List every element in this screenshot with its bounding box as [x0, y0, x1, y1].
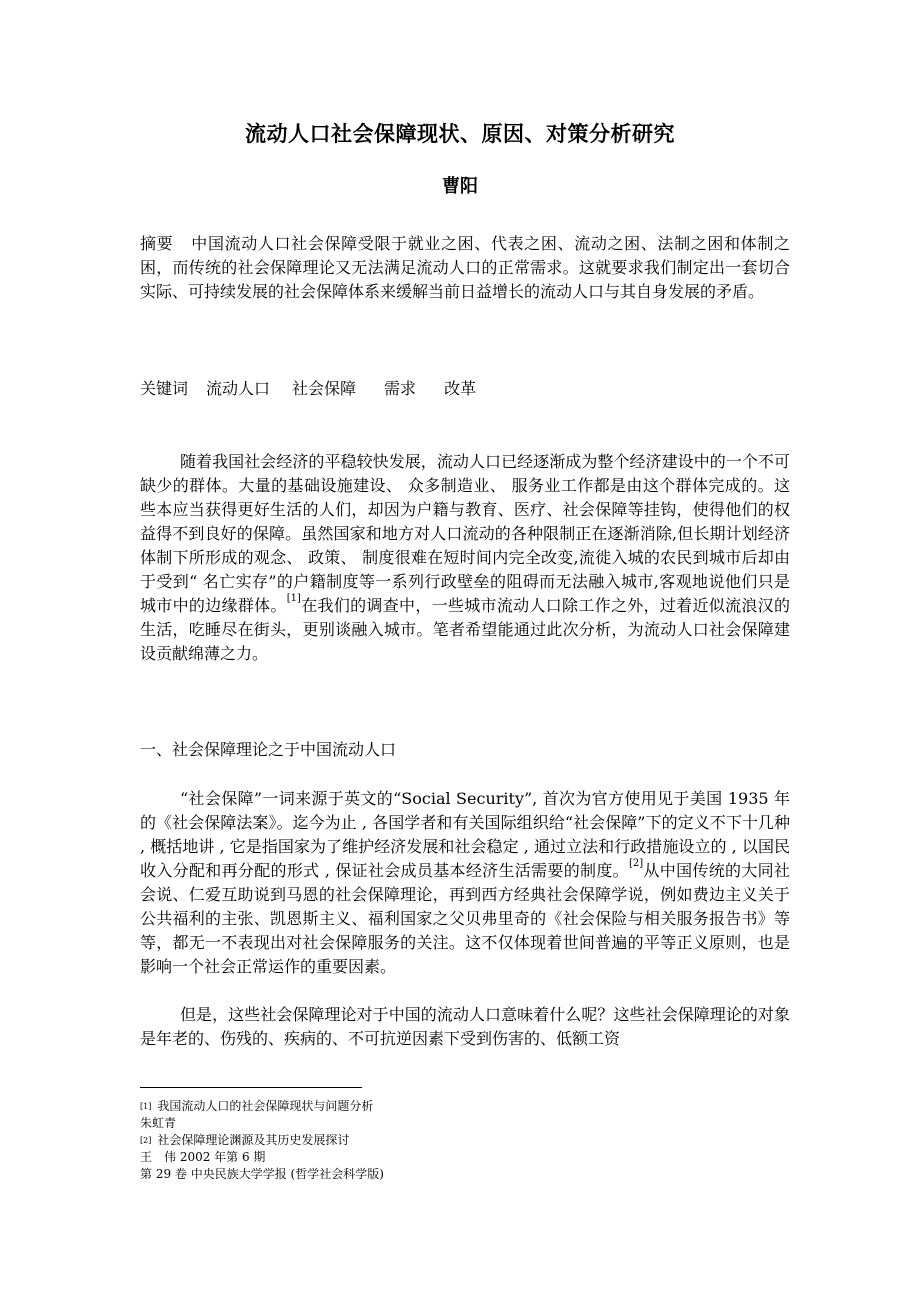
footnote-2-title-line: [140, 1132, 790, 1149]
footnote-1-author: 朱虹青: [140, 1116, 177, 1130]
section1-text-part1: “社会保障”一词来源于英文的“Social Security”, 首次为官方使用见于美国 1935 年的《社会保障法案》。迄今为止 , 各国学者和有关国际组织给“社会保障”下的定义不下十几种 , 概括地讲 , 它是指国家为了维护经济发展和社会稳定 , 通过立法和行政措施设立的 , 以国民收入分配和再分配的形式 , 保证社会成员基本经济生活需要的制度。: [140, 789, 790, 880]
footnote-1-mark: [1]: [140, 1102, 152, 1111]
intro-text-part2: 在我们的调查中，一些城市流动人口除工作之外，过着近似流浪汉的生活，吃睡尽在街头，更别谈融入城市。笔者希望能通过此次分析，为流动人口社会保障建设贡献绵薄之力。: [140, 596, 790, 663]
footnote-1-title-line: [140, 1098, 790, 1115]
intro-text-part1: 随着我国社会经济的平稳较快发展，流动人口已经逐渐成为整个经济建设中的一个不可缺少的群体。大量的基础设施建设、 众多制造业、 服务业工作都是由这个群体完成的。这些本应当获得更好生活的人们，却因为户籍与教育、医疗、社会保障等挂钩，使得他们的权益得不到良好的保障。虽然国家和地方对人口流动的各种限制正在逐渐消除,但长期计划经济体制下所形成的观念、 政策、 制度很难在短时间内完全改变,流徙入城的农民到城市后却由于受到“ 名亡实存”的户籍制度等一系列行政壁垒的阻碍而无法融入城市,客观地说他们只是城市中的边缘群体。: [140, 452, 790, 615]
keyword-item: 改革: [444, 379, 477, 398]
keyword-item: 社会保障: [292, 379, 357, 398]
footnote-divider: [140, 1087, 362, 1088]
citation-ref-1: [1]: [286, 593, 301, 604]
keywords-label: 关键词: [140, 379, 189, 398]
footnote-2-author: 王 伟 2002 年第 6 期: [140, 1150, 266, 1164]
intro-paragraph: [140, 450, 790, 666]
footnotes: [140, 1098, 790, 1183]
section1-paragraph-1: [140, 787, 790, 979]
citation-ref-2: [2]: [628, 858, 644, 869]
paper-author: 曹阳: [442, 176, 478, 197]
abstract-paragraph: [140, 232, 790, 304]
keyword-item: 流动人口: [206, 379, 271, 398]
footnote-1-title: 我国流动人口的社会保障现状与问题分析: [157, 1099, 374, 1113]
abstract-text: 中国流动人口社会保障受限于就业之困、代表之困、流动之困、法制之困和体制之困，而传统的社会保障理论又无法满足流动人口的正常需求。这就要求我们制定出一套切合实际、可持续发展的社会保障体系来缓解当前日益增长的流动人口与其自身发展的矛盾。: [140, 234, 790, 301]
keyword-item: 需求: [384, 379, 417, 398]
section1-text-part2: 从中国传统的大同社会说、仁爱互助说到马恩的社会保障理论，再到西方经典社会保障学说，例如费边主义关于公共福利的主张、凯恩斯主义、福利国家之父贝弗里奇的《社会保险与相关服务报告书》等等，都无一不表现出对社会保障服务的关注。这不仅体现着世间普遍的平等正义原则，也是影响一个社会正常运作的重要因素。: [140, 861, 790, 976]
footnote-2-title: 社会保障理论渊源及其历史发展探讨: [157, 1133, 350, 1147]
section1-paragraph-2: 但是，这些社会保障理论对于中国的流动人口意味着什么呢？这些社会保障理论的对象是年老的、伤残的、疾病的、不可抗逆因素下受到伤害的、低额工资: [140, 1005, 790, 1048]
keywords-line: [140, 377, 790, 401]
footnote-2-mark: [2]: [140, 1136, 152, 1145]
footnote-2-source: 第 29 卷 中央民族大学学报 (哲学社会科学版): [140, 1167, 384, 1181]
section-heading: 一、社会保障理论之于中国流动人口: [140, 740, 397, 759]
paper-title: 流动人口社会保障现状、原因、对策分析研究: [245, 122, 675, 146]
abstract-label: 摘要: [140, 234, 174, 253]
